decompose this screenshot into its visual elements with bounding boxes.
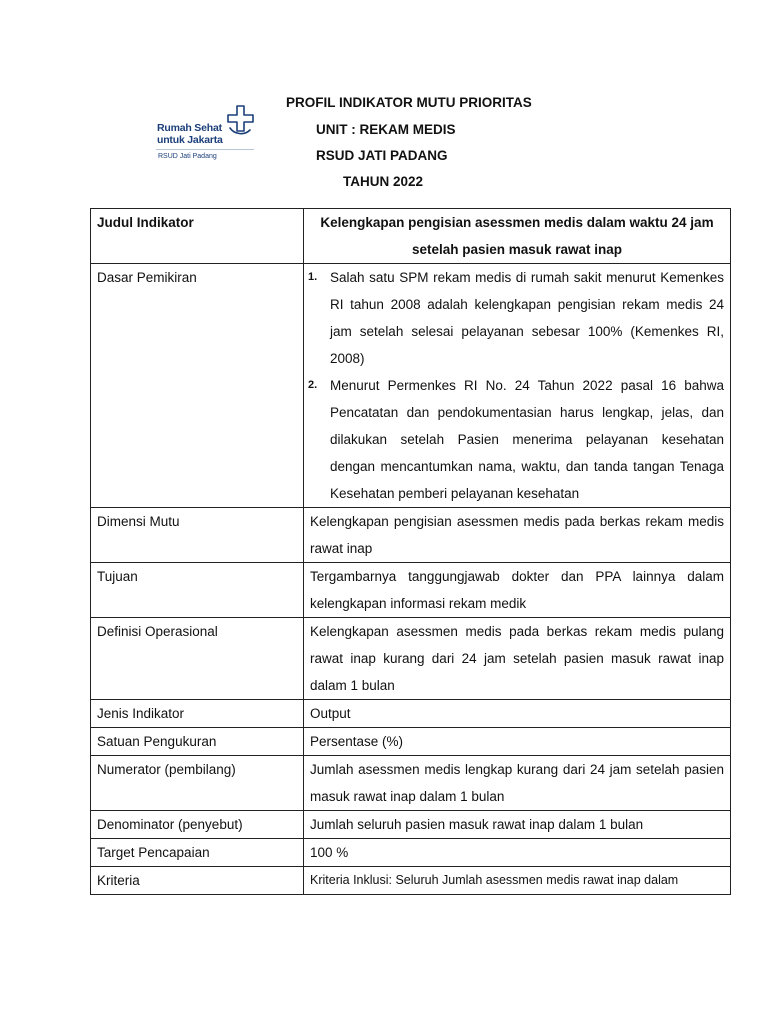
row-value: Kelengkapan pengisian asessmen medis dalam waktu 24 jam setelah pasien masuk rawat inap [304,209,731,264]
hospital-title: RSUD JATI PADANG [316,148,448,163]
row-label: Dasar Pemikiran [91,264,304,508]
table-row [91,618,731,700]
row-label: Judul Indikator [91,209,304,264]
medical-cross-icon [227,104,255,138]
row-value: Persentase (%) [304,728,731,756]
list-item [310,264,724,372]
table-row [91,811,731,839]
logo-divider [156,149,254,150]
list-item-text: Salah satu SPM rekam medis di rumah sakit menurut Kemenkes RI tahun 2008 adalah kelengkapan pengisian rekam medis 24 jam setelah selesai pelayanan sebesar 100% (Kemenkes RI, 2008) [330,270,724,366]
row-label: Target Pencapaian [91,839,304,867]
hospital-logo [155,104,255,166]
row-value: 100 % [304,839,731,867]
row-label: Kriteria [91,867,304,895]
logo-line-2: untuk Jakarta [157,134,223,146]
row-value [304,264,731,508]
row-label: Definisi Operasional [91,618,304,700]
table-row [91,209,731,264]
table-row [91,756,731,811]
logo-subtitle: RSUD Jati Padang [158,153,217,160]
table-row [91,839,731,867]
row-label: Dimensi Mutu [91,508,304,563]
indicator-profile-table [90,208,731,895]
list-item-text: Menurut Permenkes RI No. 24 Tahun 2022 pasal 16 bahwa Pencatatan dan pendokumentasian harus lengkap, jelas, dan dilakukan setelah Pasien menerima pelayanan kesehatan dengan mencantumkan nama, waktu, dan tanda tangan Tenaga Kesehatan pemberi pelayanan kesehatan [330,378,724,501]
table-row [91,867,731,895]
row-value: Kelengkapan pengisian asessmen medis pada berkas rekam medis rawat inap [304,508,731,563]
row-value: Kriteria Inklusi: Seluruh Jumlah asessmen medis rawat inap dalam [304,867,731,895]
row-label: Denominator (penyebut) [91,811,304,839]
numbered-list [310,264,724,507]
list-item-number: 1. [308,271,318,283]
row-label: Jenis Indikator [91,700,304,728]
row-value: Output [304,700,731,728]
row-value: Jumlah asessmen medis lengkap kurang dari 24 jam setelah pasien masuk rawat inap dalam 1 bulan [304,756,731,811]
row-value: Jumlah seluruh pasien masuk rawat inap dalam 1 bulan [304,811,731,839]
document-title: PROFIL INDIKATOR MUTU PRIORITAS [286,95,532,110]
row-value: Tergambarnya tanggungjawab dokter dan PPA lainnya dalam kelengkapan informasi rekam medik [304,563,731,618]
row-label: Satuan Pengukuran [91,728,304,756]
table-row [91,728,731,756]
year-title: TAHUN 2022 [343,174,424,189]
list-item [310,372,724,507]
row-label: Tujuan [91,563,304,618]
table-row [91,264,731,508]
list-item-number: 2. [308,379,318,391]
unit-title: UNIT : REKAM MEDIS [316,122,456,137]
table-row [91,508,731,563]
logo-line-1: Rumah Sehat [157,122,222,134]
table-row [91,563,731,618]
row-value: Kelengkapan asessmen medis pada berkas rekam medis pulang rawat inap kurang dari 24 jam setelah pasien masuk rawat inap dalam 1 bulan [304,618,731,700]
row-label: Numerator (pembilang) [91,756,304,811]
table-row [91,700,731,728]
